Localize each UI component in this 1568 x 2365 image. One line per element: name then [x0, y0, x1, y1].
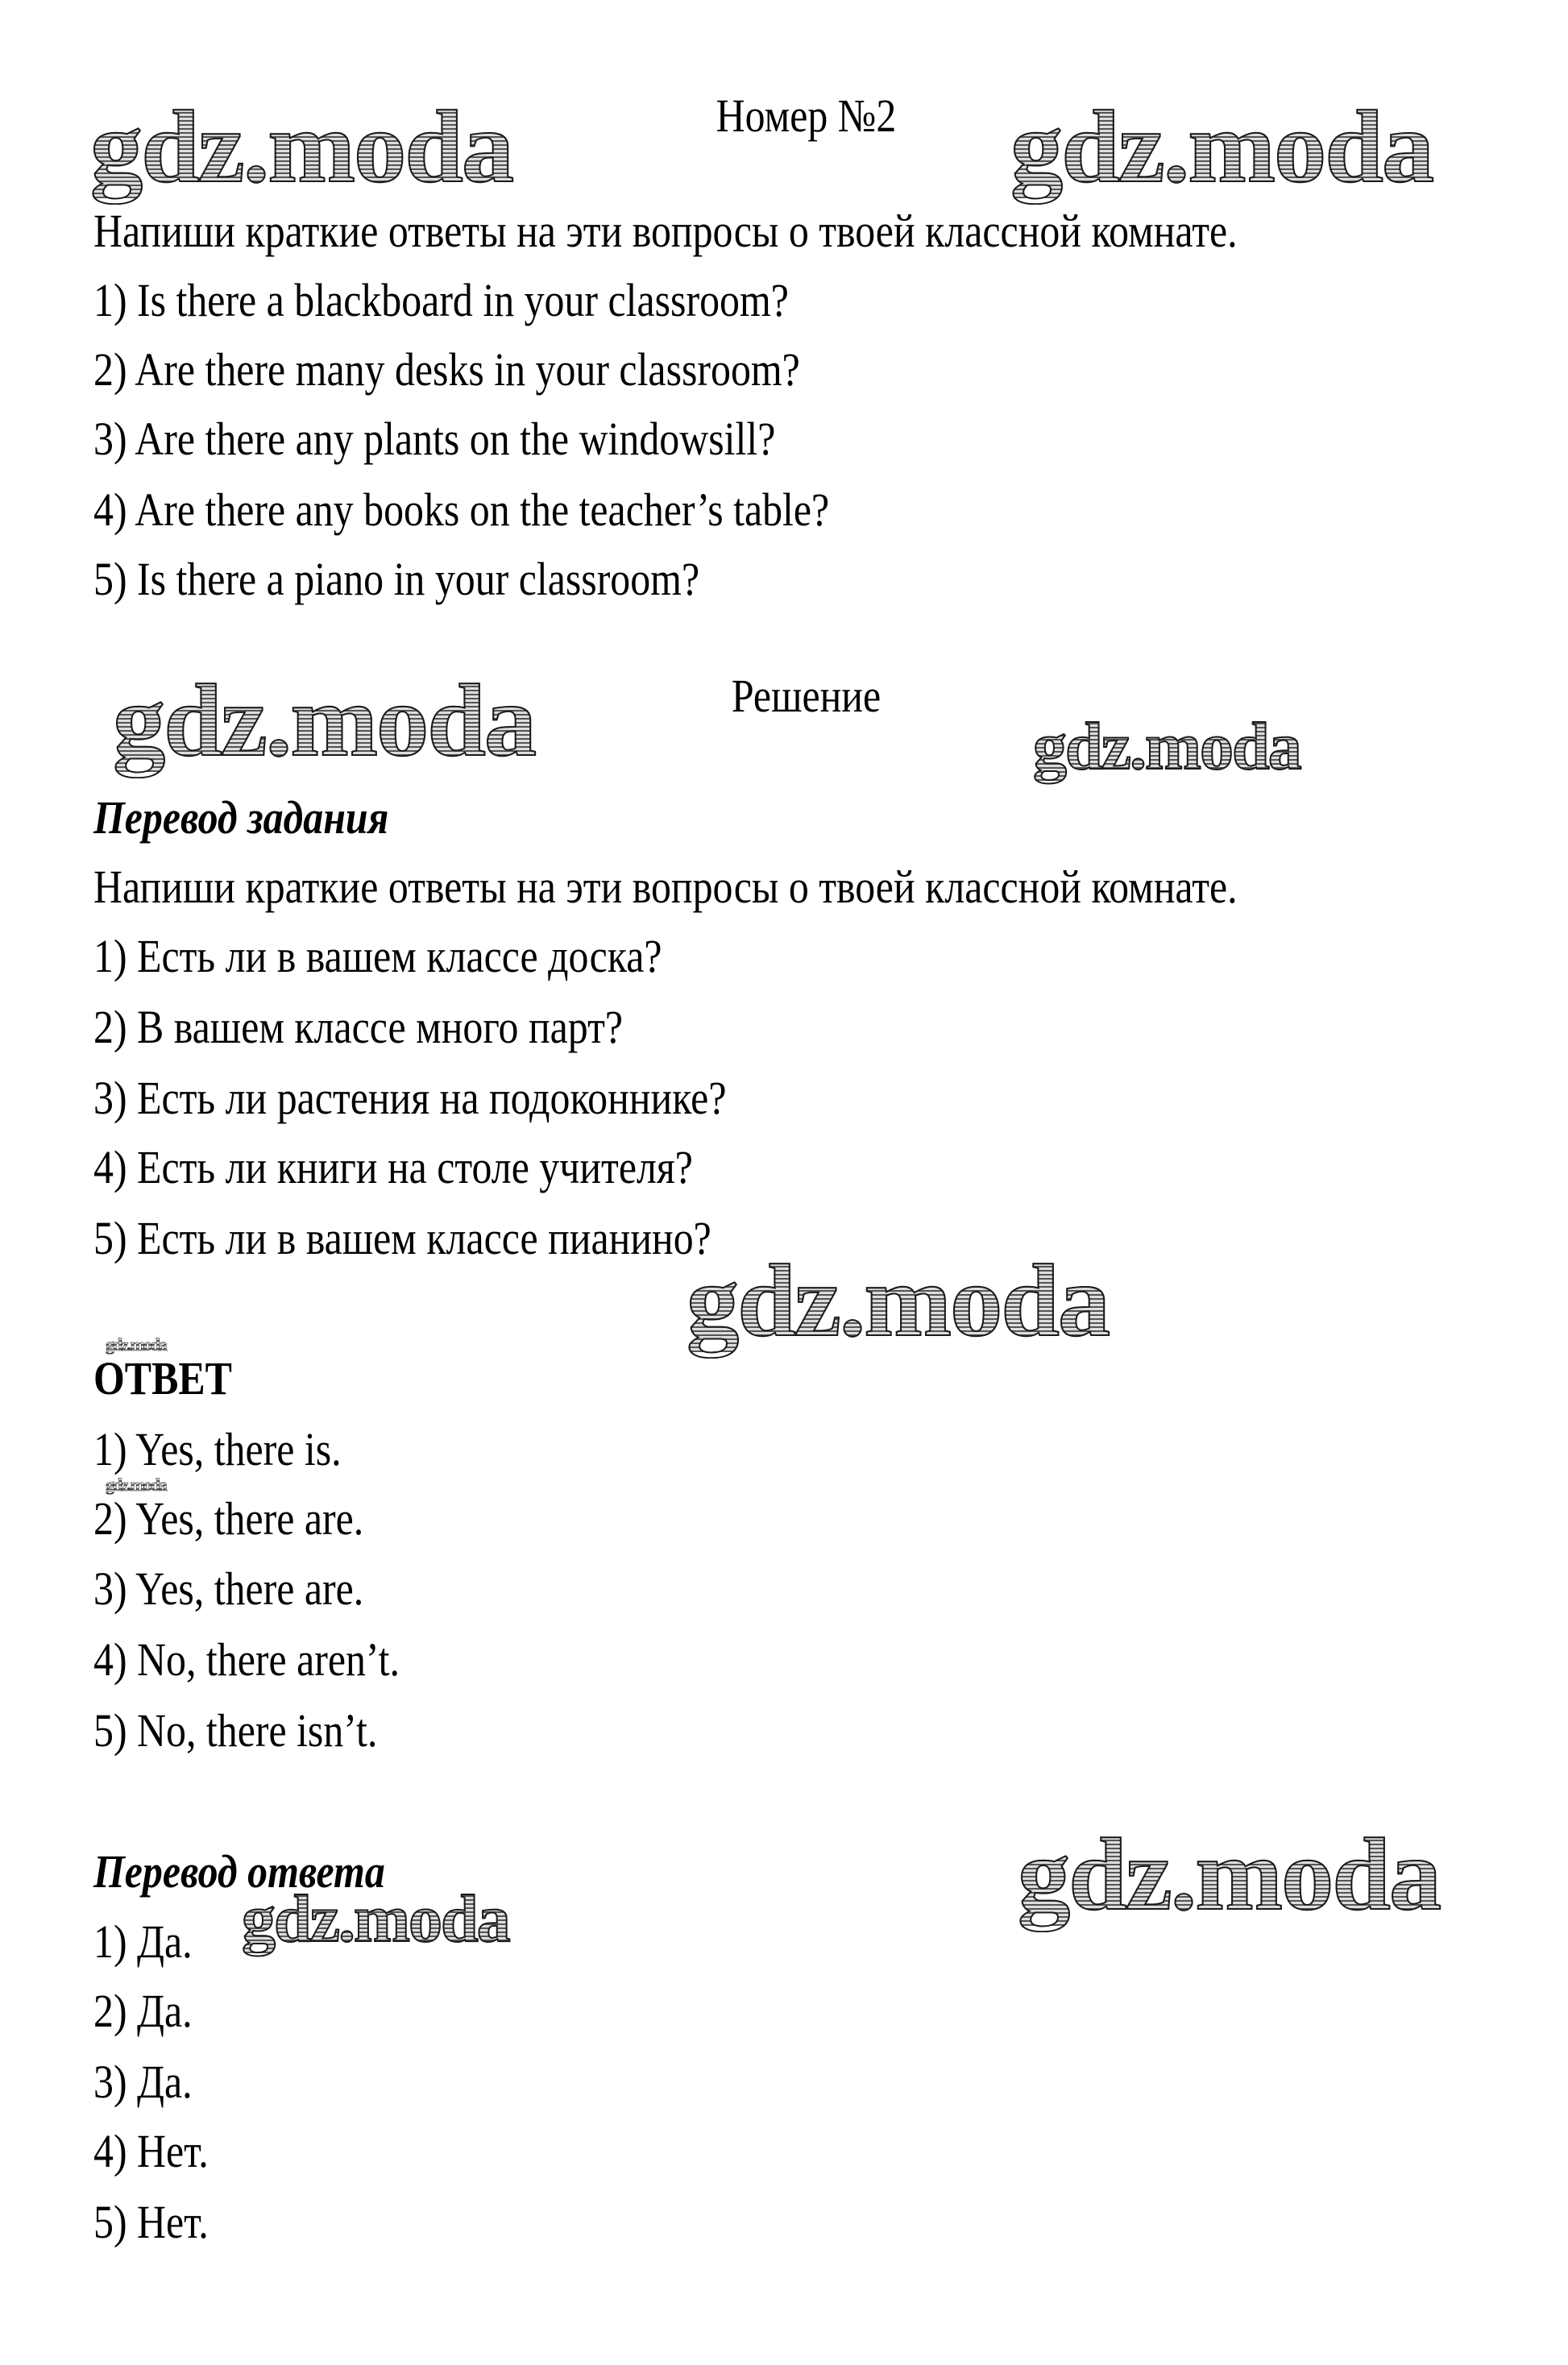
- answer: 1) Yes, there is.: [93, 1423, 342, 1475]
- answer-translation: 1) Да.: [93, 1915, 193, 1968]
- translation-question: 3) Есть ли растения на подоконнике?: [93, 1072, 727, 1124]
- answer-heading: ОТВЕТ: [93, 1352, 232, 1404]
- translation-question: 1) Есть ли в вашем классе доска?: [93, 930, 662, 982]
- watermark-logo: gdz.moda: [242, 1882, 509, 1956]
- answer-translation: 2) Да.: [93, 1985, 193, 2037]
- exercise-title: Номер №2: [716, 89, 897, 142]
- watermark-logo: gdz.moda: [113, 663, 536, 778]
- translation-task: Напиши краткие ответы на эти вопросы о твоей классной комнате.: [93, 861, 1238, 913]
- question: 2) Are there many desks in your classroom?: [93, 343, 800, 396]
- answer: 3) Yes, there are.: [93, 1562, 364, 1615]
- watermark-logo: gdz.moda: [106, 1334, 167, 1355]
- translation-question: 4) Есть ли книги на столе учителя?: [93, 1141, 693, 1193]
- watermark-logo: gdz.moda: [1010, 89, 1433, 204]
- translation-heading: Перевод задания: [93, 791, 389, 844]
- watermark-logo: gdz.moda: [90, 89, 513, 204]
- watermark-logo: gdz.moda: [106, 1475, 167, 1495]
- answer-translation-heading: Перевод ответа: [93, 1845, 385, 1898]
- translation-question: 5) Есть ли в вашем классе пианино?: [93, 1212, 711, 1264]
- watermark-logo: gdz.moda: [1033, 709, 1300, 784]
- answer: 2) Yes, there are.: [93, 1492, 364, 1545]
- translation-question: 2) В вашем классе много парт?: [93, 1001, 624, 1053]
- watermark-logo: gdz.moda: [1018, 1817, 1441, 1931]
- answer: 4) No, there aren’t.: [93, 1633, 400, 1686]
- question: 3) Are there any plants on the windowsill?: [93, 413, 776, 465]
- solution-heading: Решение: [731, 670, 881, 722]
- question: 1) Is there a blackboard in your classroom?: [93, 274, 789, 326]
- task-text: Напиши краткие ответы на эти вопросы о твоей классной комнате.: [93, 205, 1238, 257]
- answer-translation: 3) Да.: [93, 2056, 193, 2108]
- answer: 5) No, there isn’t.: [93, 1704, 378, 1757]
- question: 5) Is there a piano in your classroom?: [93, 553, 700, 605]
- answer-translation: 4) Нет.: [93, 2125, 209, 2177]
- answer-translation: 5) Нет.: [93, 2196, 209, 2248]
- watermark-logo: gdz.moda: [687, 1243, 1110, 1358]
- question: 4) Are there any books on the teacher’s table?: [93, 483, 830, 536]
